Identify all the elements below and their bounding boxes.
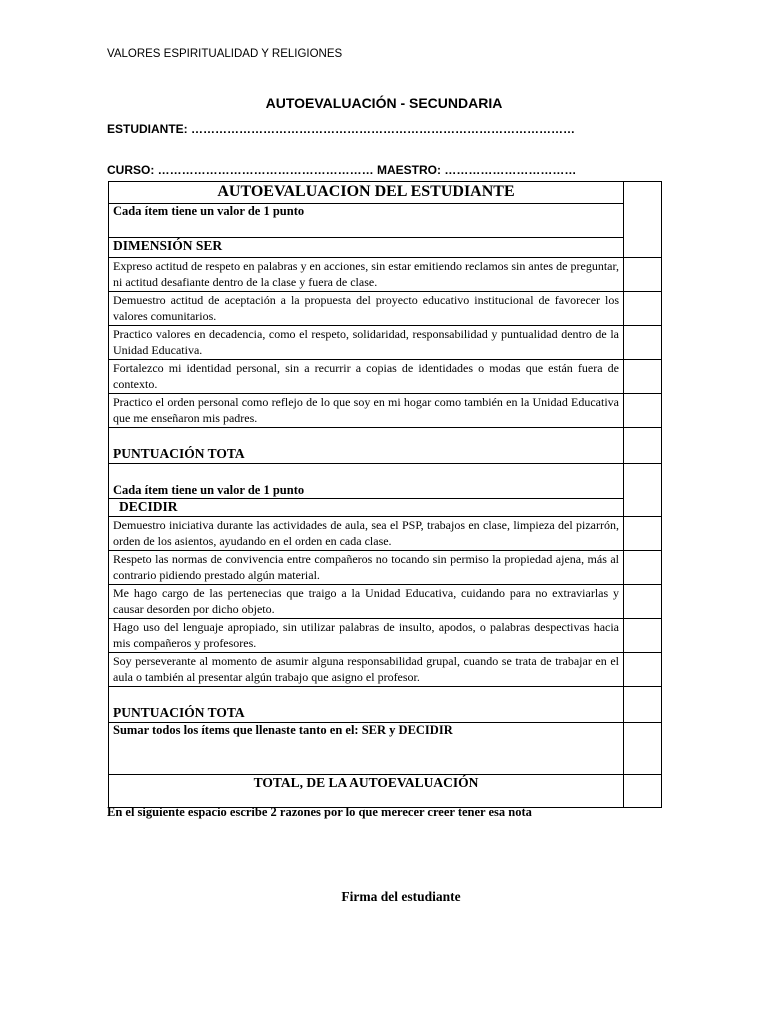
ser-item: Expreso actitud de respeto en palabras y en acciones, sin estar emitiendo reclamos sin antes de preguntar, ni actitud desafiante dentro de la clase y fuera de clase. — [109, 258, 624, 292]
score-cell[interactable] — [624, 182, 662, 258]
sum-instructions: Sumar todos los ítems que llenaste tanto en el: SER y DECIDIR — [109, 723, 624, 775]
decidir-item: Respeto las normas de convivencia entre compañeros no tocando sin permiso la propiedad ajena, más al contrario pidiendo prestado algún material. — [109, 551, 624, 585]
decidir-point-note: Cada ítem tiene un valor de 1 punto — [109, 464, 624, 499]
page-title: AUTOEVALUACIÓN - SECUNDARIA — [265, 95, 503, 111]
subject-name: VALORES ESPIRITUALIDAD Y RELIGIONES — [107, 48, 343, 60]
student-field-line: ESTUDIANTE: …………………………………………………………………………………… — [107, 122, 575, 136]
decidir-item: Me hago cargo de las pertenecias que traigo a la Unidad Educativa, cuidando para no extraviarlas y causar desorden por dicho objeto. — [109, 585, 624, 619]
score-cell[interactable] — [624, 428, 662, 464]
table-title: AUTOEVALUACION DEL ESTUDIANTE — [109, 182, 624, 204]
ser-item: Practico el orden personal como reflejo de lo que soy en mi hogar como también en la Unidad Educativa que me enseñaron mis padres. — [109, 394, 624, 428]
decidir-total-label: PUNTUACIÓN TOTA — [109, 687, 624, 723]
ser-item: Practico valores en decadencia, como el respeto, solidaridad, responsabilidad y puntualidad dentro de la Unidad Educativa. — [109, 326, 624, 360]
ser-item: Demuestro actitud de aceptación a la propuesta del proyecto educativo institucional de favorecer los valores comunitarios. — [109, 292, 624, 326]
score-cell[interactable] — [624, 292, 662, 326]
decidir-item: Hago uso del lenguaje apropiado, sin utilizar palabras de insulto, apodos, o palabras despectivas hacia mis compañeros y profesores. — [109, 619, 624, 653]
grand-total-score-cell[interactable] — [624, 775, 662, 808]
score-cell[interactable] — [624, 687, 662, 723]
dimension-decidir-heading: DECIDIR — [109, 499, 624, 517]
score-cell[interactable] — [624, 360, 662, 394]
signature-label: Firma del estudiante — [341, 889, 461, 904]
score-cell[interactable] — [624, 619, 662, 653]
score-cell[interactable] — [624, 394, 662, 428]
ser-item: Fortalezco mi identidad personal, sin a recurrir a copias de identidades o modas que están fuera de contexto. — [109, 360, 624, 394]
score-cell[interactable] — [624, 653, 662, 687]
score-cell[interactable] — [624, 517, 662, 551]
score-cell[interactable] — [624, 464, 662, 517]
decidir-item: Demuestro iniciativa durante las actividades de aula, sea el PSP, trabajos en clase, limpieza del pizarrón, orden de los asientos, ayudando en el orden en cada clase. — [109, 517, 624, 551]
grand-total-label: TOTAL, DE LA AUTOEVALUACIÓN — [109, 775, 624, 808]
score-cell[interactable] — [624, 585, 662, 619]
reasons-prompt: En el siguiente espacio escribe 2 razones por lo que merecer creer tener esa nota — [107, 805, 532, 819]
score-cell[interactable] — [624, 326, 662, 360]
self-evaluation-table — [108, 181, 662, 808]
score-cell[interactable] — [624, 723, 662, 775]
decidir-item: Soy perseverante al momento de asumir alguna responsabilidad grupal, cuando se trata de trabajar en el aula o también al presentar algún trabajo que asigno el profesor. — [109, 653, 624, 687]
course-teacher-field-line: CURSO: ……………………………………………… MAESTRO: …………………………… — [107, 163, 577, 177]
score-cell[interactable] — [624, 258, 662, 292]
ser-total-label: PUNTUACIÓN TOTA — [109, 428, 624, 464]
score-cell[interactable] — [624, 551, 662, 585]
dimension-ser-heading: DIMENSIÓN SER — [109, 238, 624, 258]
point-value-note: Cada ítem tiene un valor de 1 punto — [109, 204, 624, 238]
